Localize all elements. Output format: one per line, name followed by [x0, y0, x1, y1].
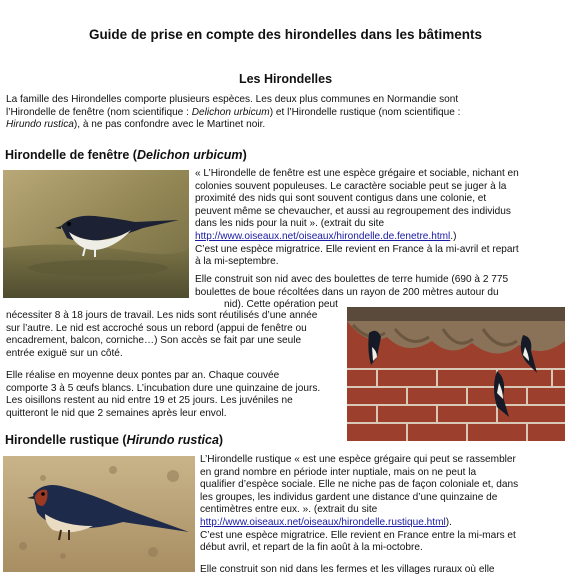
intro-line-2: l’Hirondelle de fenêtre (nom scientifique : Delichon urbicum) et l’Hirondelle rustique (nom scientifique : [6, 106, 461, 118]
fenetre-source-link[interactable]: http://www.oiseaux.net/oiseaux/hirondelle.de.fenetre.html [195, 230, 451, 242]
fenetre-paragraph-1: « L’Hirondelle de fenêtre est une espèce grégaire et sociable, nichant en colonies souvent populeuses. Le caractère sociable peut se juger à la proximité des nids qui sont souvent contigus dans une colonie, et peuvent même se chevaucher, et aussi au regroupement des individus dans les nids pour la nuit ». (extrait du site http://www.oiseaux.net/oiseaux/hirondelle.de.fenetre.html.) C’est une espèce migratrice. Elle revient en France à la mi-avril et repart à la mi-septembre. [195, 168, 519, 268]
barn-swallow-photo [3, 456, 195, 572]
rustique-paragraph-3: Elle construit son nid dans les fermes et les villages ruraux où elle [200, 564, 495, 575]
fenetre-paragraph-4: Elle réalise en moyenne deux pontes par an. Chaque couvée comporte 3 à 5 œufs blancs. L’incubation dure une quinzaine de jours. Les oisillons restent au nid entre 19 et 25 jours. Les juvéniles ne quitteront le nid que 2 semaines après leur envol. [6, 370, 321, 419]
intro-paragraph [6, 94, 566, 132]
intro-line-1: La famille des Hirondelles comporte plusieurs espèces. Les deux plus communes en Normandie sont [6, 94, 459, 105]
rustique-paragraph-1: L’Hirondelle rustique « est une espèce grégaire qui peut se rassembler en grand nombre en période inter nuptiale, mais on ne peut la qualifier d’espèce sociale. Elle ne niche pas de façon coloniale et, dans les groupes, les individus gardent une distance d’une quinzaine de centimètres entre eux. ». (extrait du site http://www.oiseaux.net/oiseaux/hirondelle.rustique.html). C’est une espèce migratrice. Elle revient en France entre la mi-mars et début avril, et repart de la fin août à la mi-octobre. [200, 454, 519, 554]
fenetre-paragraph-3-bottom: nécessiter 8 à 18 jours de travail. Les nids sont réutilisés d’une année sur l’autre. Le nid est accroché sous un rebord (appui de fenêtre ou encadrement, balcon, corniche…) Son accès se fait par une seule entrée exiguë sur un côté. [6, 310, 318, 359]
heading-hirondelle-rustique: Hirondelle rustique (Hirundo rustica) [5, 433, 224, 447]
heading-hirondelle-fenetre: Hirondelle de fenêtre (Delichon urbicum) [5, 148, 247, 162]
fenetre-paragraph-3-top: Elle construit son nid avec des boulettes de terre humide (690 à 2 775 boulettes de boue récoltées dans un rayon de 200 mètres autour du nid). Cette opération peut [195, 274, 509, 311]
rustique-source-link[interactable]: http://www.oiseaux.net/oiseaux/hirondelle.rustique.html [200, 516, 446, 528]
document-title: Guide de prise en compte des hirondelles dans les bâtiments [88, 27, 483, 42]
intro-line-3: Hirundo rustica), à ne pas confondre avec le Martinet noir. [6, 119, 266, 131]
house-martin-photo [3, 170, 189, 298]
section-title: Les Hirondelles [238, 72, 333, 86]
nests-colony-photo [347, 307, 565, 441]
